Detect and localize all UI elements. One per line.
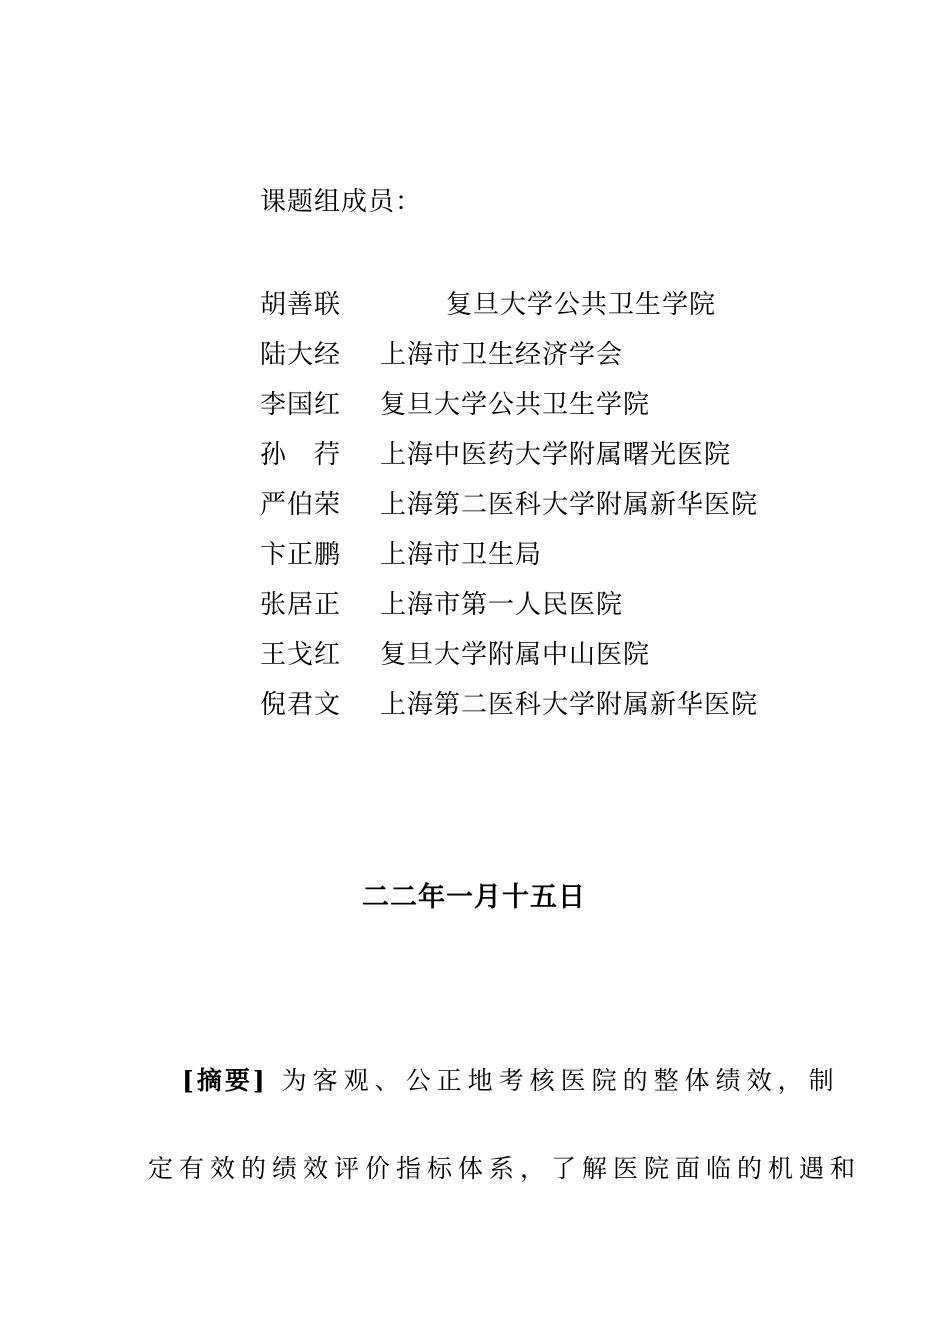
member-row	[260, 530, 900, 580]
abstract-line	[148, 1060, 840, 1148]
member-name: 李国红	[260, 390, 342, 420]
member-row	[260, 280, 900, 330]
member-organization: 复旦大学公共卫生学院	[446, 290, 717, 320]
member-row	[260, 480, 900, 530]
member-list	[260, 280, 900, 730]
member-row	[260, 430, 900, 480]
member-organization: 复旦大学附属中山医院	[380, 640, 651, 670]
member-row	[260, 630, 900, 680]
member-name: 倪君文	[260, 690, 342, 720]
member-organization: 上海第二医科大学附属新华医院	[380, 490, 759, 520]
member-name: 王戈红	[260, 640, 342, 670]
member-name: 胡善联	[260, 290, 342, 320]
abstract-paragraph	[148, 1060, 862, 1236]
report-date: 二二年一月十五日	[362, 882, 586, 913]
member-organization: 上海市第一人民医院	[380, 590, 624, 620]
members-heading: 课题组成员：	[260, 187, 423, 217]
abstract-text: 为客观、公正地考核医院的整体绩效，制	[267, 1066, 840, 1095]
member-organization: 上海市卫生经济学会	[380, 340, 624, 370]
member-name: 陆大经	[260, 340, 342, 370]
member-row	[260, 680, 900, 730]
member-name: 卞正鹏	[260, 540, 342, 570]
abstract-text: 定有效的绩效评价指标体系，了解医院面临的机遇和	[148, 1154, 862, 1183]
member-organization: 复旦大学公共卫生学院	[380, 390, 651, 420]
member-row	[260, 330, 900, 380]
abstract-label: [摘要]	[182, 1066, 268, 1095]
member-name: 张居正	[260, 590, 342, 620]
member-organization: 上海中医药大学附属曙光医院	[380, 440, 732, 470]
member-name: 孙 荇	[260, 440, 342, 470]
abstract-line	[148, 1148, 862, 1236]
member-row	[260, 380, 900, 430]
member-name: 严伯荣	[260, 490, 342, 520]
member-row	[260, 580, 900, 630]
member-organization: 上海市卫生局	[380, 540, 543, 570]
member-organization: 上海第二医科大学附属新华医院	[380, 690, 759, 720]
